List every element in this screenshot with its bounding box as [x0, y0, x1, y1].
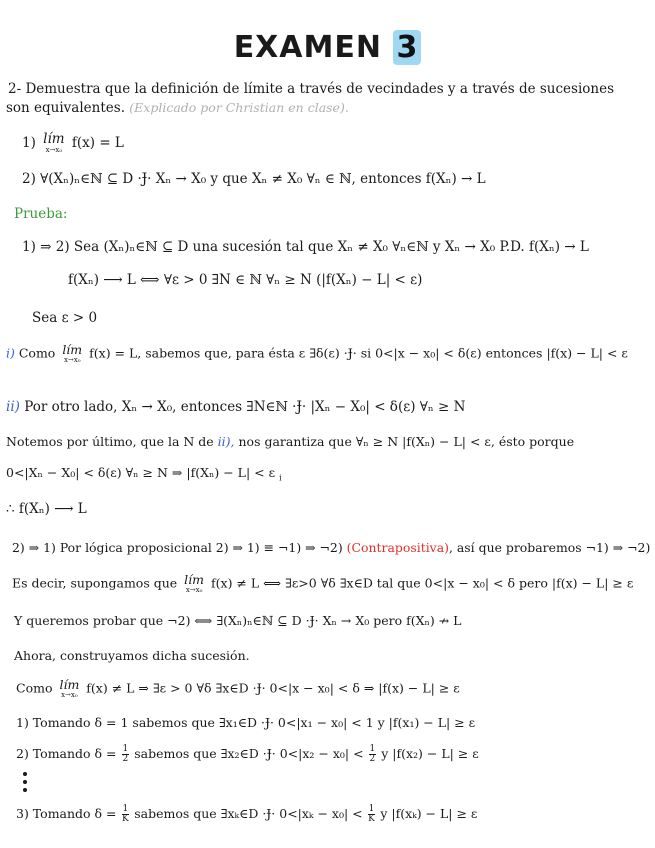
proof-heading: Prueba:: [14, 206, 68, 222]
taking-delta-1: 1) Tomando δ = 1 sabemos que ∃x₁∈D ·Ɉ· 0<|x₁ − x₀| < 1 y |f(x₁) − L| ≥ ε: [16, 715, 476, 730]
proof-therefore: ∴ f(Xₙ) ⟶ L: [6, 501, 87, 517]
limit-expression: lím x→x₀: [43, 131, 65, 154]
proof-line-1: 1) ⇒ 2) Sea (Xₙ)ₙ∈ℕ ⊆ D una sucesión tal que Xₙ ≠ X₀ ∀ₙ∈ℕ y Xₙ → X₀ P.D. f(Xₙ) → L: [22, 239, 589, 255]
fraction: $\frac{1}{K}$: [122, 804, 129, 824]
proof-line-3: Sea ε > 0: [32, 310, 98, 326]
proof-because: 0<|Xₙ − X₀| < δ(ε) ∀ₙ ≥ N ⇒ |f(Xₙ) − L| < ε $_i$: [6, 465, 282, 483]
fraction: $\frac{1}{2}$: [369, 744, 376, 764]
limit-expression: lím x→x₀: [184, 572, 205, 594]
contrapositiva-label: (Contrapositiva): [346, 540, 449, 555]
proof-part-2: 2) ⇒ 1) Por lógica proposicional 2) ⇒ 1) ≡ ¬1) ⇒ ¬2) (Contrapositiva), así que probaremos ¬1) ⇒ ¬2): [12, 540, 651, 555]
taking-delta-k: 3) Tomando δ = $\frac{1}{K}$ sabemos que ∃xₖ∈D ·Ɉ· 0<|xₖ − x₀| < $\frac{1}{K}$ y |f(xₖ) − L| ≥ ε: [16, 804, 478, 824]
fraction: $\frac{1}{K}$: [368, 804, 375, 824]
proof-como: Como lím x→x₀ f(x) ≠ L ⇒ ∃ε > 0 ∀δ ∃x∈D ·Ɉ· 0<|x − x₀| < δ ⇒ |f(x) − L| ≥ ε: [16, 677, 460, 699]
fraction: $\frac{1}{2}$: [122, 744, 129, 764]
vertical-ellipsis: [23, 772, 29, 796]
limit-expression: lím x→x₀: [59, 677, 80, 699]
proof-notemos: Notemos por último, que la N de ii), nos garantiza que ∀ₙ ≥ N |f(Xₙ) − L| < ε, ésto porque: [6, 434, 575, 449]
taking-delta-2: 2) Tomando δ = $\frac{1}{2}$ sabemos que ∃x₂∈D ·Ɉ· 0<|x₂ − x₀| < $\frac{1}{2}$ y |f(x₂) − L| ≥ ε: [16, 744, 479, 764]
title-word: EXAMEN: [233, 30, 382, 65]
title-number: 3: [393, 30, 421, 65]
statement-note: (Explicado por Christian en clase).: [129, 100, 349, 115]
page-title: [0, 30, 655, 65]
proof-ahora: Ahora, construyamos dicha sucesión.: [14, 648, 250, 663]
proof-line-2: f(Xₙ) ⟶ L ⟺ ∀ε > 0 ∃N ∈ ℕ ∀ₙ ≥ N (|f(Xₙ) − L| < ε): [68, 272, 423, 288]
proof-step-i: i) Como lím x→x₀ f(x) = L, sabemos que, para ésta ε ∃δ(ε) ·Ɉ· si 0<|x − x₀| < δ(ε) entonces |f(x) − L| < ε: [6, 342, 628, 364]
condition-2: 2) ∀(Xₙ)ₙ∈ℕ ⊆ D ·Ɉ· Xₙ → X₀ y que Xₙ ≠ X₀ ∀ₙ ∈ ℕ, entonces f(Xₙ) → L: [22, 171, 486, 187]
statement-line-2: son equivalentes. (Explicado por Christian en clase).: [6, 100, 349, 116]
limit-expression: lím x→x₀: [62, 342, 83, 364]
proof-step-ii: ii) Por otro lado, Xₙ → X₀, entonces ∃N∈ℕ ·Ɉ· |Xₙ − X₀| < δ(ε) ∀ₙ ≥ N: [6, 399, 466, 415]
statement-line-1: 2- Demuestra que la definición de límite a través de vecindades y a través de sucesiones: [8, 81, 615, 97]
condition-1: 1) lím x→x₀ f(x) = L: [22, 131, 124, 154]
proof-queremos: Y queremos probar que ¬2) ⟺ ∃(Xₙ)ₙ∈ℕ ⊆ D ·Ɉ· Xₙ → X₀ pero f(Xₙ) ↛ L: [14, 613, 462, 628]
proof-es-decir: Es decir, supongamos que lím x→x₀ f(x) ≠ L ⟺ ∃ε>0 ∀δ ∃x∈D tal que 0<|x − x₀| < δ pero |f(x) − L| ≥ ε: [12, 572, 634, 594]
